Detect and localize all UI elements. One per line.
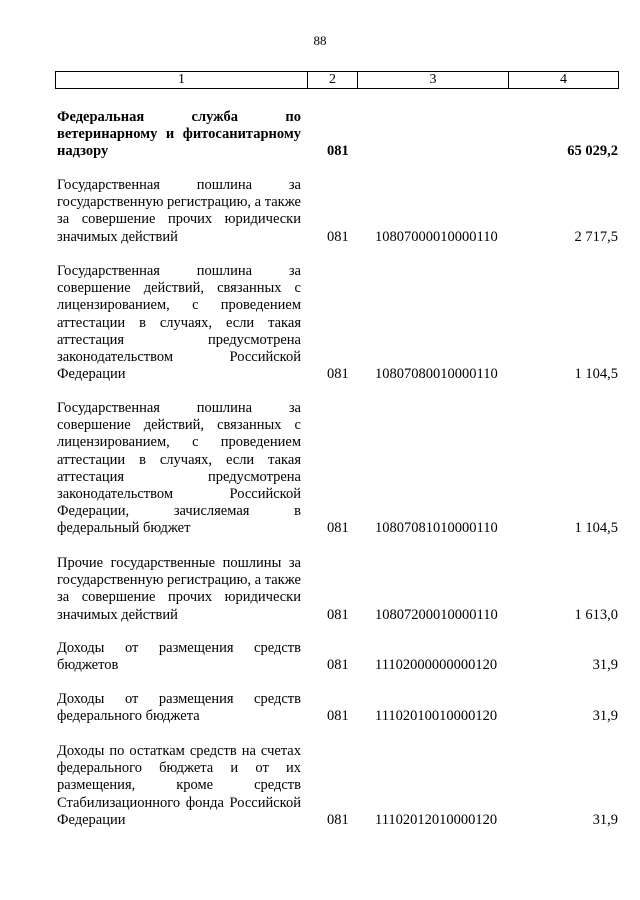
row-kbk-code: 10807000010000110	[375, 228, 498, 245]
table-row	[57, 691, 618, 725]
row-name: Доходы по остаткам средств на счетах федерального бюджета и от их размещения, кроме средств Стабилизационного фонда Российской Федерации	[57, 743, 301, 828]
row-name: Государственная пошлина за государственную регистрацию, а также за совершение прочих юридически значимых действий	[57, 177, 301, 245]
row-kbk-code: 10807080010000110	[375, 366, 498, 383]
row-name: Федеральная служба по ветеринарному и фитосанитарному надзору	[57, 109, 301, 160]
table-row	[57, 177, 618, 246]
page-number: 88	[313, 33, 327, 48]
row-amount: 31,9	[592, 657, 618, 674]
table-row	[57, 400, 618, 538]
row-amount: 1 104,5	[574, 366, 618, 383]
table-row	[57, 640, 618, 674]
row-name: Доходы от размещения средств бюджетов	[57, 640, 301, 674]
row-kbk-code: 11102012010000120	[375, 811, 498, 828]
row-admin-code: 081	[327, 143, 349, 160]
row-amount: 31,9	[592, 708, 618, 725]
row-admin-code: 081	[327, 657, 349, 674]
row-admin-code: 081	[327, 606, 349, 623]
row-admin-code: 081	[327, 811, 349, 828]
table-row	[57, 555, 618, 624]
column-header-4: 4	[509, 72, 619, 89]
row-kbk-code: 10807200010000110	[375, 606, 498, 623]
row-amount: 31,9	[592, 811, 618, 828]
table-row	[57, 109, 618, 161]
row-amount: 2 717,5	[574, 228, 618, 245]
row-amount: 1 104,5	[574, 520, 618, 537]
row-name: Государственная пошлина за совершение действий, связанных с лицензированием, с проведением аттестации в случаях, если такая аттестация предусмотрена законодательством Российской Федерации, зачисляемая в федеральный бюджет	[57, 400, 301, 537]
row-admin-code: 081	[327, 708, 349, 725]
column-header-1: 1	[56, 72, 308, 89]
row-amount: 65 029,2	[567, 143, 618, 160]
column-header-2: 2	[308, 72, 358, 89]
column-header-row	[56, 72, 619, 89]
column-header-3: 3	[358, 72, 509, 89]
row-amount: 1 613,0	[574, 606, 618, 623]
column-header-table	[55, 71, 619, 89]
row-name: Государственная пошлина за совершение действий, связанных с лицензированием, с проведением аттестации в случаях, если такая аттестация предусмотрена законодательством Российской Федерации	[57, 263, 301, 383]
row-admin-code: 081	[327, 228, 349, 245]
row-name: Доходы от размещения средств федерального бюджета	[57, 691, 301, 725]
table-row	[57, 263, 618, 383]
table-row	[57, 743, 618, 829]
row-kbk-code: 11102000000000120	[375, 657, 498, 674]
row-kbk-code: 10807081010000110	[375, 520, 498, 537]
row-admin-code: 081	[327, 366, 349, 383]
row-admin-code: 081	[327, 520, 349, 537]
row-name: Прочие государственные пошлины за государственную регистрацию, а также за совершение прочих юридически значимых действий	[57, 555, 301, 623]
row-kbk-code: 11102010010000120	[375, 708, 498, 725]
